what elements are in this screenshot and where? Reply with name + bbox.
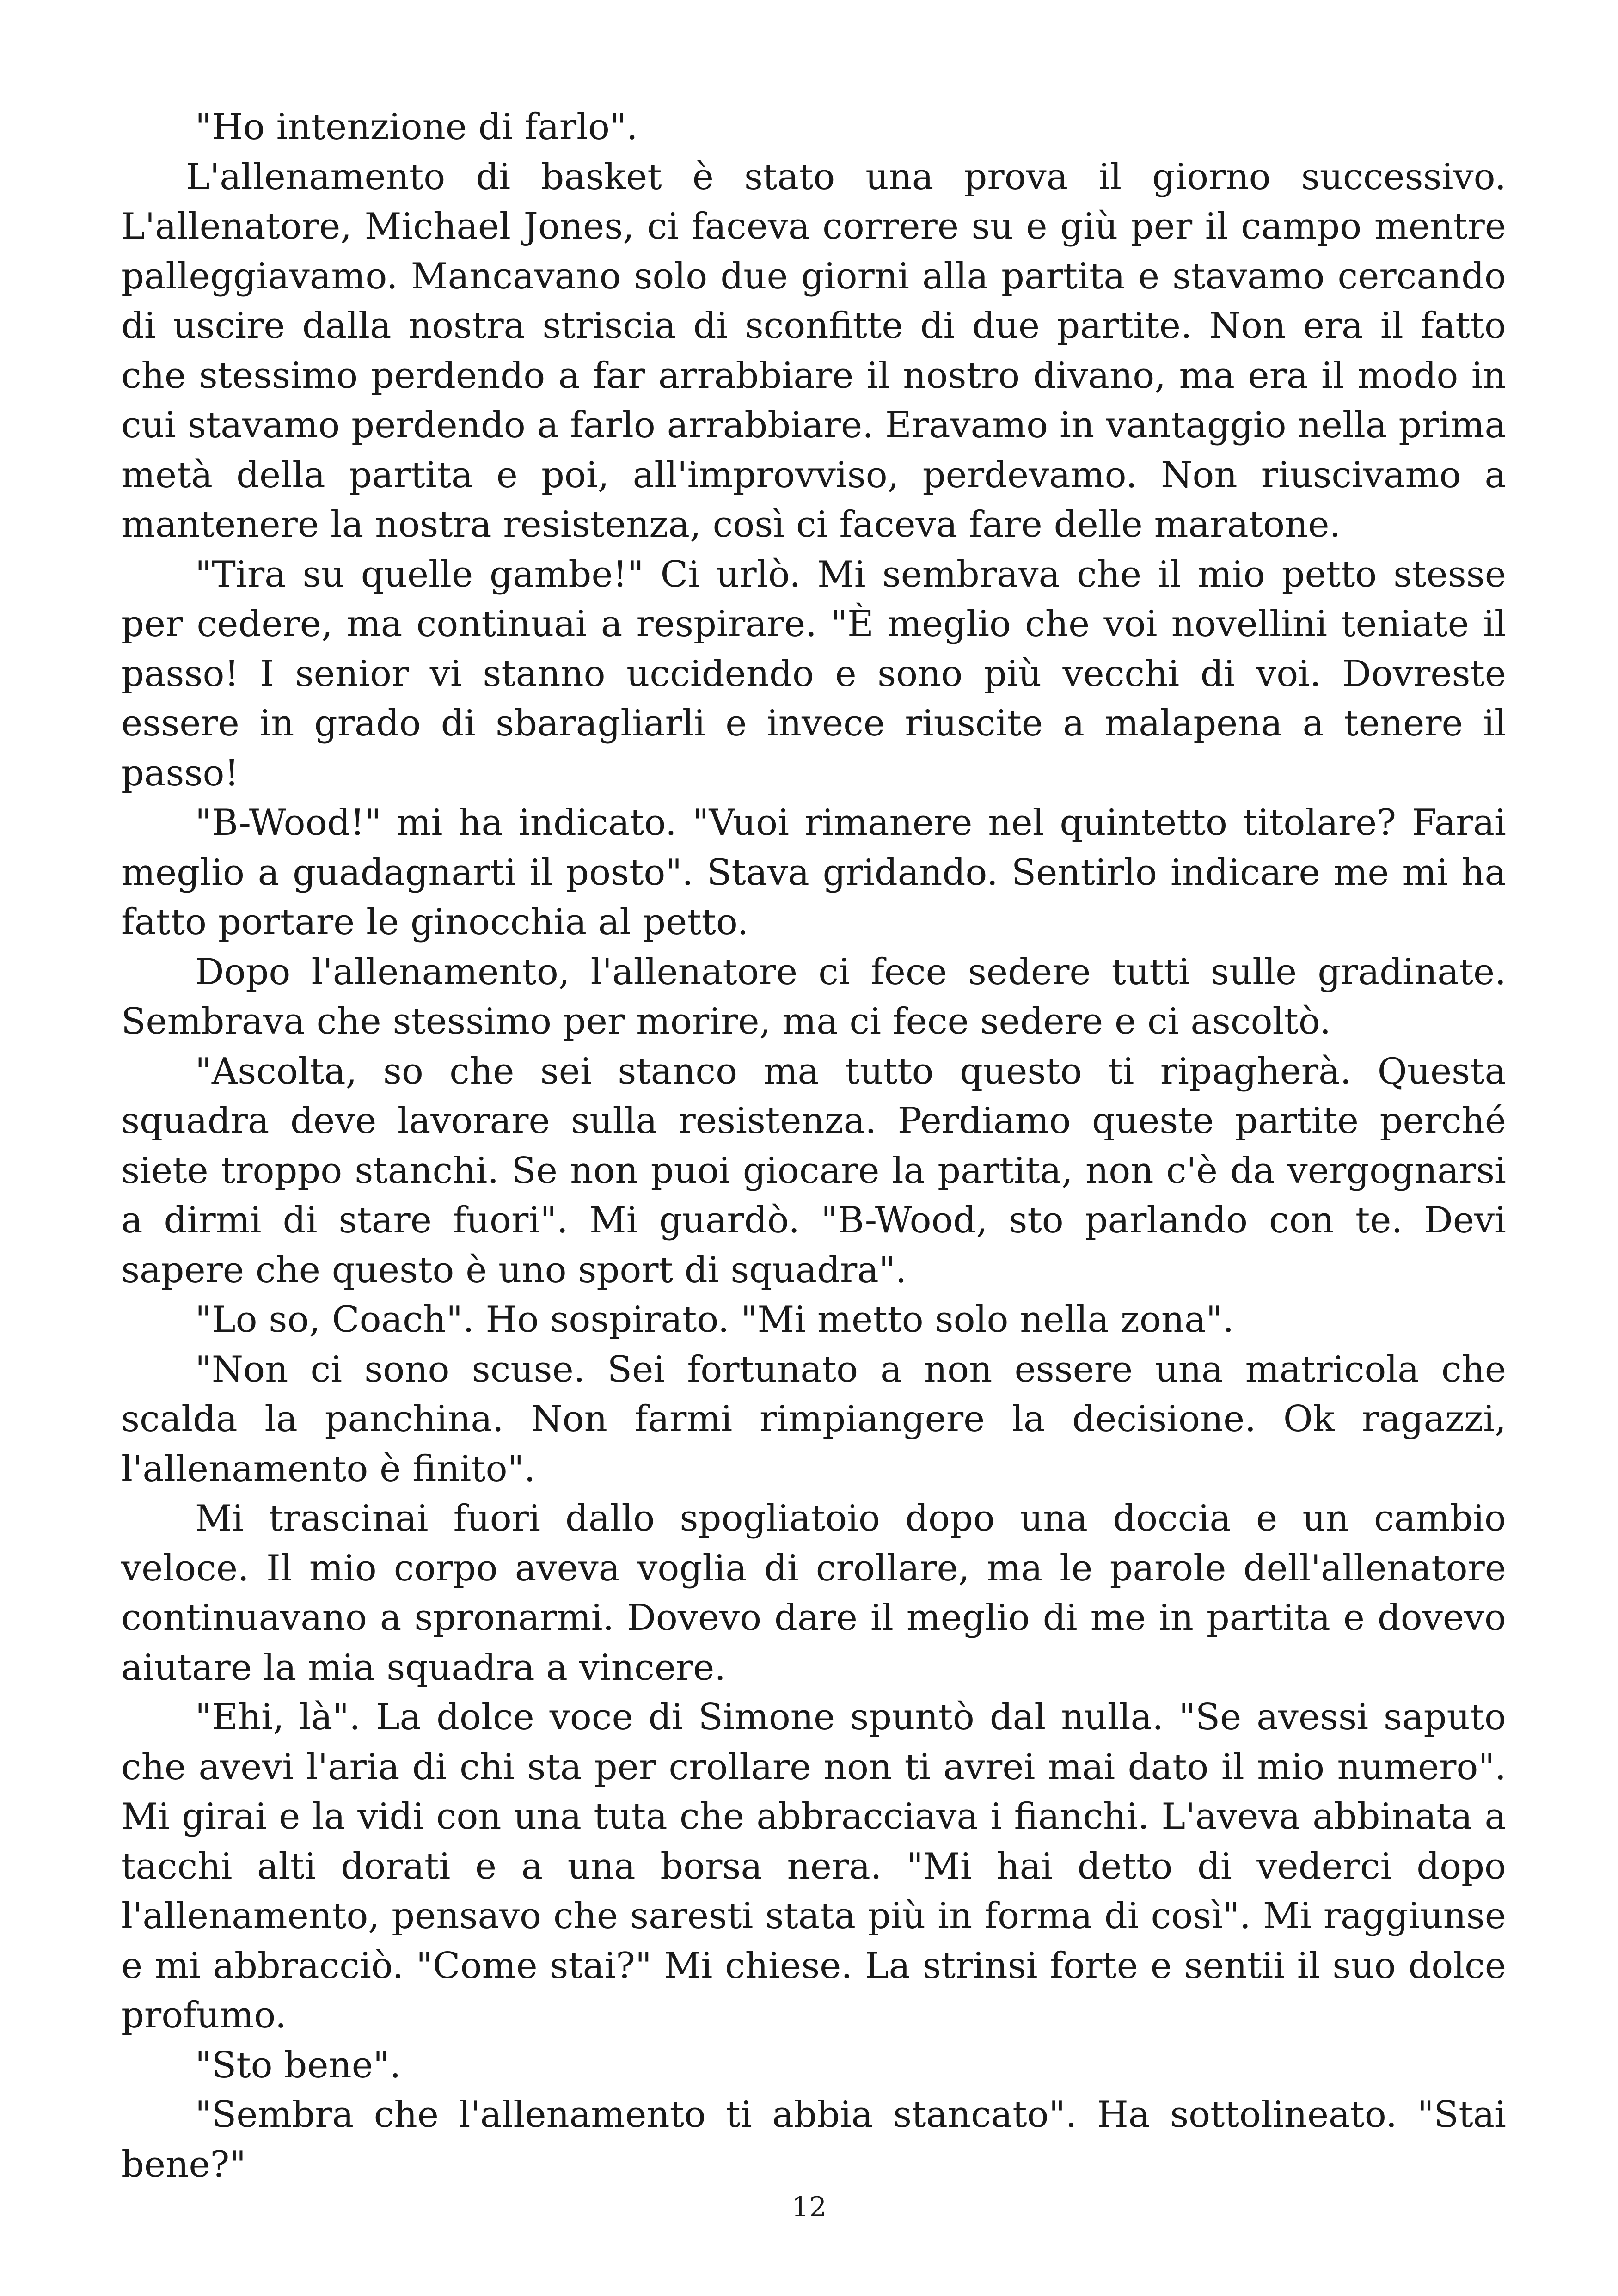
paragraph-3: "Tira su quelle gambe!" Ci urlò. Mi sembrava che il mio petto stesse per cedere, ma continuai a respirare. "È meglio che voi novellini teniate il passo! I senior vi stanno uccidendo e sono più vecchi di voi. Dovreste essere in grado di sbaragliarli e invece riuscite a malapena a tenere il passo! bbox=[121, 553, 1506, 794]
paragraph-11: "Sto bene". bbox=[195, 2044, 401, 2086]
paragraph-1: "Ho intenzione di farlo". bbox=[195, 106, 638, 148]
page-number: 12 bbox=[791, 2191, 827, 2223]
paragraph-6: "Ascolta, so che sei stanco ma tutto questo ti ripagherà. Questa squadra deve lavorare sulla resistenza. Perdiamo queste partite perché siete troppo stanchi. Se non puoi giocare la partita, non c'è da vergognarsi a dirmi di stare fuori". Mi guardò. "B-Wood, sto parlando con te. Devi sapere che questo è uno sport di squadra". bbox=[121, 1050, 1506, 1291]
paragraph-2: L'allenamento di basket è stato una prova il giorno successivo. L'allenatore, Michael Jones, ci faceva correre su e giù per il campo mentre palleggiavamo. Mancavano solo due giorni alla partita e stavamo cercando di uscire dalla nostra striscia di sconfitte di due partite. Non era il fatto che stessimo perdendo a far arrabbiare il nostro divano, ma era il modo in cui stavamo perdendo a farlo arrabbiare. Eravamo in vantaggio nella prima metà della partita e poi, all'improvviso, perdevamo. Non riuscivamo a mantenere la nostra resistenza, così ci faceva fare delle maratone. bbox=[121, 156, 1506, 545]
paragraph-4: "B-Wood!" mi ha indicato. "Vuoi rimanere nel quintetto titolare? Farai meglio a guadagnarti il posto". Stava gridando. Sentirlo indicare me mi ha fatto portare le ginocchia al petto. bbox=[121, 802, 1506, 943]
paragraph-10: "Ehi, là". La dolce voce di Simone spuntò dal nulla. "Se avessi saputo che avevi l'aria di chi sta per crollare non ti avrei mai dato il mio numero". Mi girai e la vidi con una tuta che abbracciava i fianchi. L'aveva abbinata a tacchi alti dorati e a una borsa nera. "Mi hai detto di vederci dopo l'allenamento, pensavo che saresti stata più in forma di così". Mi raggiunse e mi abbracciò. "Come stai?" Mi chiese. La strinsi forte e sentii il suo dolce profumo. bbox=[121, 1696, 1506, 2036]
paragraph-8: "Non ci sono scuse. Sei fortunato a non essere una matricola che scalda la panchina. Non farmi rimpiangere la decisione. Ok ragazzi, l'allenamento è finito". bbox=[121, 1348, 1506, 1490]
body-text bbox=[121, 103, 1506, 2190]
paragraph-7: "Lo so, Coach". Ho sospirato. "Mi metto solo nella zona". bbox=[195, 1299, 1234, 1341]
paragraph-12: "Sembra che l'allenamento ti abbia stancato". Ha sottolineato. "Stai bene?" bbox=[121, 2094, 1506, 2186]
paragraph-9: Mi trascinai fuori dallo spogliatoio dopo una doccia e un cambio veloce. Il mio corpo aveva voglia di crollare, ma le parole dell'allenatore continuavano a spronarmi. Dovevo dare il meglio di me in partita e dovevo aiutare la mia squadra a vincere. bbox=[121, 1498, 1506, 1689]
paragraph-5: Dopo l'allenamento, l'allenatore ci fece sedere tutti sulle gradinate. Sembrava che stessimo per morire, ma ci fece sedere e ci ascoltò. bbox=[121, 951, 1506, 1042]
